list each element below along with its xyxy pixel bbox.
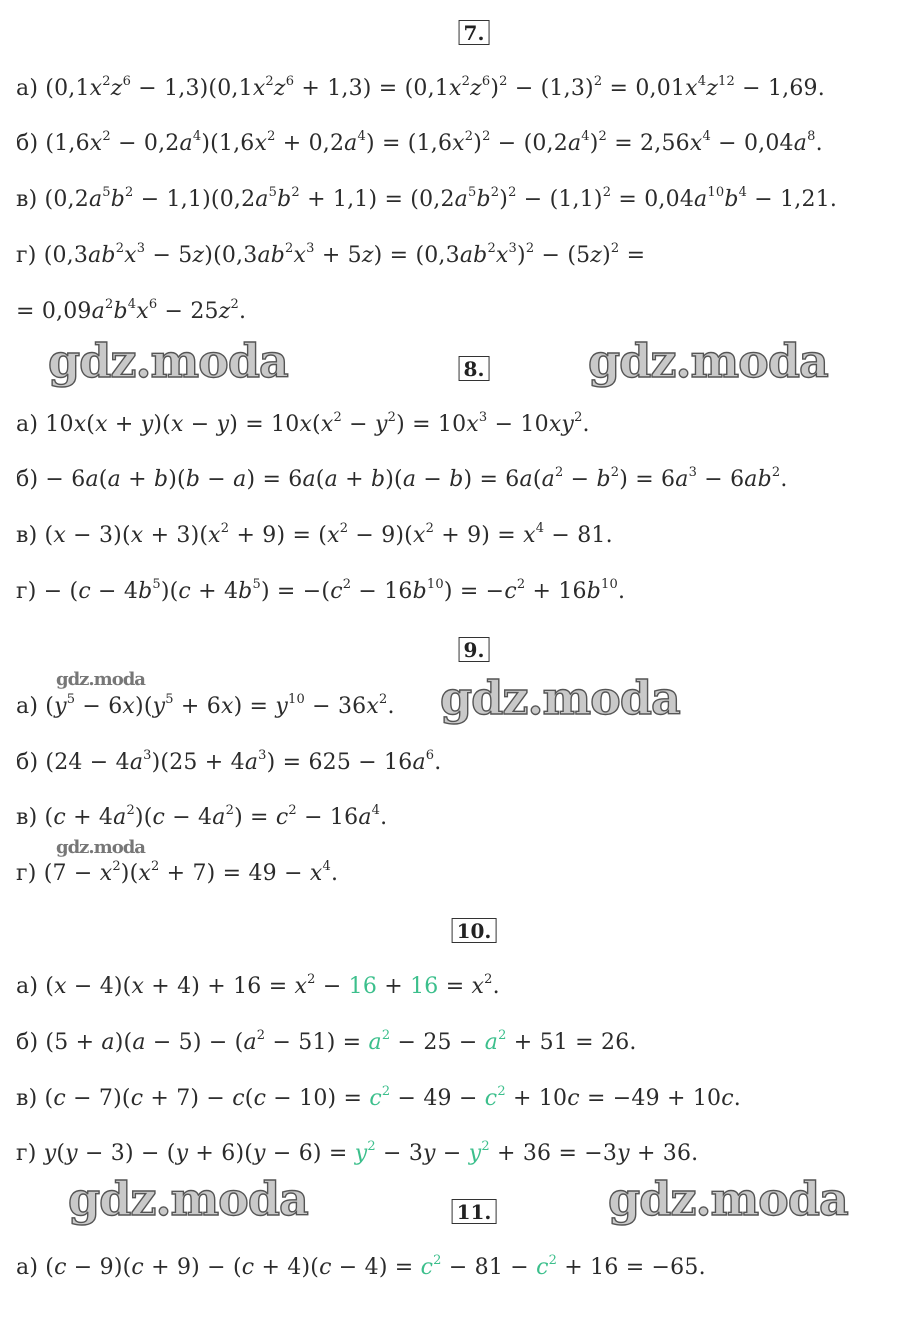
problem-number-10: 10. — [452, 918, 497, 943]
watermark-logo: gdz.moda — [588, 334, 828, 388]
problem-number-8: 8. — [459, 356, 490, 381]
equation-7d-continued: = $0,09a^2b^4x^6 - 25z^2$. — [16, 297, 247, 324]
watermark-logo: gdz.moda — [68, 1172, 308, 1226]
equation-8c: в) $(x - 3)(x + 3)(x^2 + 9) = (x^2 - 9)(x^2 + 9) = x^4 - 81$. — [16, 521, 613, 548]
watermark-logo: gdz.moda — [48, 334, 288, 388]
equation-9c: в) $(c + 4a^2)(c - 4a^2) = c^2 - 16a^4$. — [16, 803, 388, 830]
watermark-logo: gdz.moda — [440, 671, 680, 725]
equation-9d: г) $(7 - x^2)(x^2 + 7) = 49 - x^4$. — [16, 859, 339, 886]
equation-11a: а) $(c - 9)(c + 9) - (c + 4)(c - 4) = c^2 - 81 - c^2 + 16 = -65$. — [16, 1253, 706, 1280]
problem-number-9: 9. — [459, 637, 490, 662]
equation-8d: $г) - (c - 4b^5)(c + 4b^5) = -(c^2 - 16b^{10}) = -c^2 + 16b^{10}$. — [16, 577, 626, 604]
equation-10b: б) $(5 + a)(a - 5) - (a^2 - 51) = a^2 - 25 - a^2 + 51 = 26$. — [16, 1028, 637, 1055]
equation-8a: а) $10x(x + y)(x - y) = 10x(x^2 - y^2) = 10x^3 - 10xy^2$. — [16, 410, 590, 437]
equation-9a: а) $(y^5 - 6x)(y^5 + 6x) = y^{10} - 36x^2$. — [16, 692, 395, 719]
watermark-logo: gdz.moda — [608, 1172, 848, 1226]
equation-9b: б) $(24 - 4a^3)(25 + 4a^3) = 625 - 16a^6$. — [16, 748, 442, 775]
equation-10c: в) $(c - 7)(c + 7) - c(c - 10) = c^2 - 49 - c^2 + 10c = -49 + 10c$. — [16, 1084, 741, 1111]
equation-8b: $б) - 6a(a + b)(b - a) = 6a(a + b)(a - b) = 6a(a^2 - b^2) = 6a^3 - 6ab^2$. — [16, 465, 788, 492]
equation-7a: а) $(0,1x^2z^6 - 1,3)(0,1x^2z^6 + 1,3) = (0,1x^2z^6)^2 - (1,3)^2 = 0,01x^4z^{12} - 1,69$. — [16, 74, 825, 101]
equation-10a: а) $(x - 4)(x + 4) + 16 = x^2 - 16 + 16 = x^2$. — [16, 972, 500, 999]
problem-number-7: 7. — [459, 20, 490, 45]
problem-number-11: 11. — [452, 1199, 497, 1224]
equation-7c: в) $(0,2a^5b^2 - 1,1)(0,2a^5b^2 + 1,1) = (0,2a^5b^2)^2 - (1,1)^2 = 0,04a^{10}b^4 - 1,21$. — [16, 185, 838, 212]
watermark-logo: gdz.moda — [56, 837, 145, 858]
watermark-logo: gdz.moda — [56, 669, 145, 690]
equation-7d: г) $(0,3ab^2x^3 - 5z)(0,3ab^2x^3 + 5z) = (0,3ab^2x^3)^2 - (5z)^2$ = — [16, 241, 646, 268]
equation-10d: г) $y(y - 3) - (y + 6)(y - 6) = y^2 - 3y - y^2 + 36 = -3y + 36$. — [16, 1139, 699, 1166]
equation-7b: б) $(1,6x^2 - 0,2a^4)(1,6x^2 + 0,2a^4) = (1,6x^2)^2 - (0,2a^4)^2 = 2,56x^4 - 0,04a^8$. — [16, 129, 823, 156]
